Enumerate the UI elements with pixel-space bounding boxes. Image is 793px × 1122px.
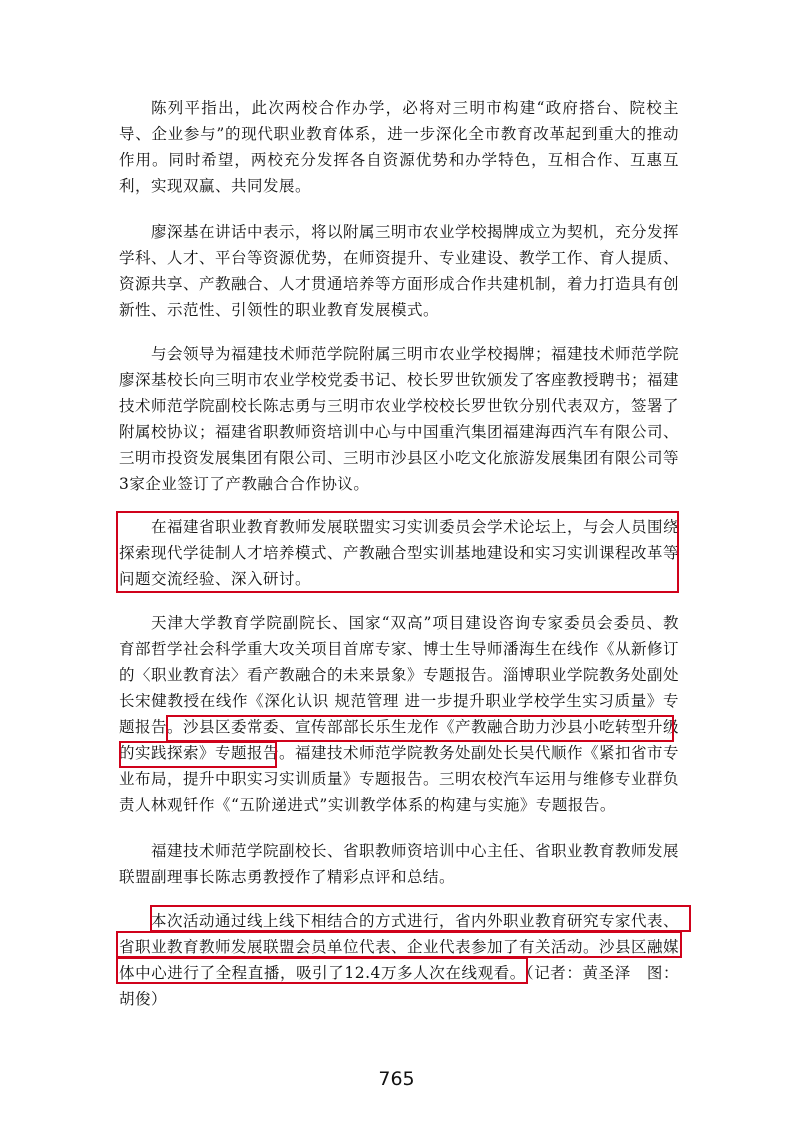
highlight-box-report-line2 <box>119 741 277 768</box>
highlight-box-forum <box>116 511 679 593</box>
highlight-box-activity-line1 <box>150 905 691 932</box>
paragraph-6: 福建技术师范学院副校长、省职教师资培训中心主任、省职业教育教师发展联盟副理事长陈志勇教授作了精彩点评和总结。 <box>119 842 680 886</box>
paragraph-5: 天津大学教育学院副院长、国家“双高”项目建设咨询专家委员会委员、教育部哲学社会科学重大攻关项目首席专家、博士生导师潘海生在线作《从新修订的〈职业教育法〉看产教融合的未来景象》专题报告。淄博职业学院教务处副处长宋健教授在线作《深化认识 规范管理 进一步提升职业学校学生实习质量》专题报告。沙县区委常委、宣传部部长乐生龙作《产教融合助力沙县小吃转型升级的实践探索》专题报告。福建技术师范学院教务处副处长吴代顺作《紧扣省市专业布局，提升中职实习实训质量》专题报告。三明农校汽车运用与维修专业群负责人林观钎作《“五阶递进式”实训教学体系的构建与实施》专题报告。 <box>119 614 680 814</box>
paragraph-2: 廖深基在讲话中表示，将以附属三明市农业学校揭牌成立为契机，充分发挥学科、人才、平台等资源优势，在师资提升、专业建设、教学工作、育人提质、资源共享、产教融合、人才贯通培养等方面形成合作共建机制，着力打造具有创新性、示范性、引领性的职业教育发展模式。 <box>119 223 680 319</box>
highlight-box-activity-line2 <box>116 931 682 958</box>
paragraph-7: 本次活动通过线上线下相结合的方式进行，省内外职业教育研究专家代表、省职业教育教师发展联盟会员单位代表、企业代表参加了有关活动。沙县区融媒体中心进行了全程直播，吸引了12.4万多人次在线观看。（记者：黄圣泽 图：胡俊） <box>119 912 680 1008</box>
paragraph-3: 与会领导为福建技术师范学院附属三明市农业学校揭牌；福建技术师范学院廖深基校长向三明市农业学校党委书记、校长罗世钦颁发了客座教授聘书；福建技术师范学院副校长陈志勇与三明市农业学校校长罗世钦分别代表双方，签署了附属校协议；福建省职教师资培训中心与中国重汽集团福建海西汽车有限公司、三明市投资发展集团有限公司、三明市沙县区小吃文化旅游发展集团有限公司等3家企业签订了产教融合合作协议。 <box>119 345 680 493</box>
highlight-box-activity-line3 <box>116 957 528 984</box>
paragraph-4: 在福建省职业教育教师发展联盟实习实训委员会学术论坛上，与会人员围绕探索现代学徒制人才培养模式、产教融合型实训基地建设和实习实训课程改革等问题交流经验、深入研讨。 <box>119 518 680 588</box>
page-number: 765 <box>378 1068 415 1090</box>
highlight-box-report-line1 <box>166 715 674 742</box>
paragraph-1: 陈列平指出，此次两校合作办学，必将对三明市构建“政府搭台、院校主导、企业参与”的现代职业教育体系，进一步深化全市教育改革起到重大的推动作用。同时希望，两校充分发挥各自资源优势和办学特色，互相合作、互惠互利，实现双赢、共同发展。 <box>119 99 679 195</box>
